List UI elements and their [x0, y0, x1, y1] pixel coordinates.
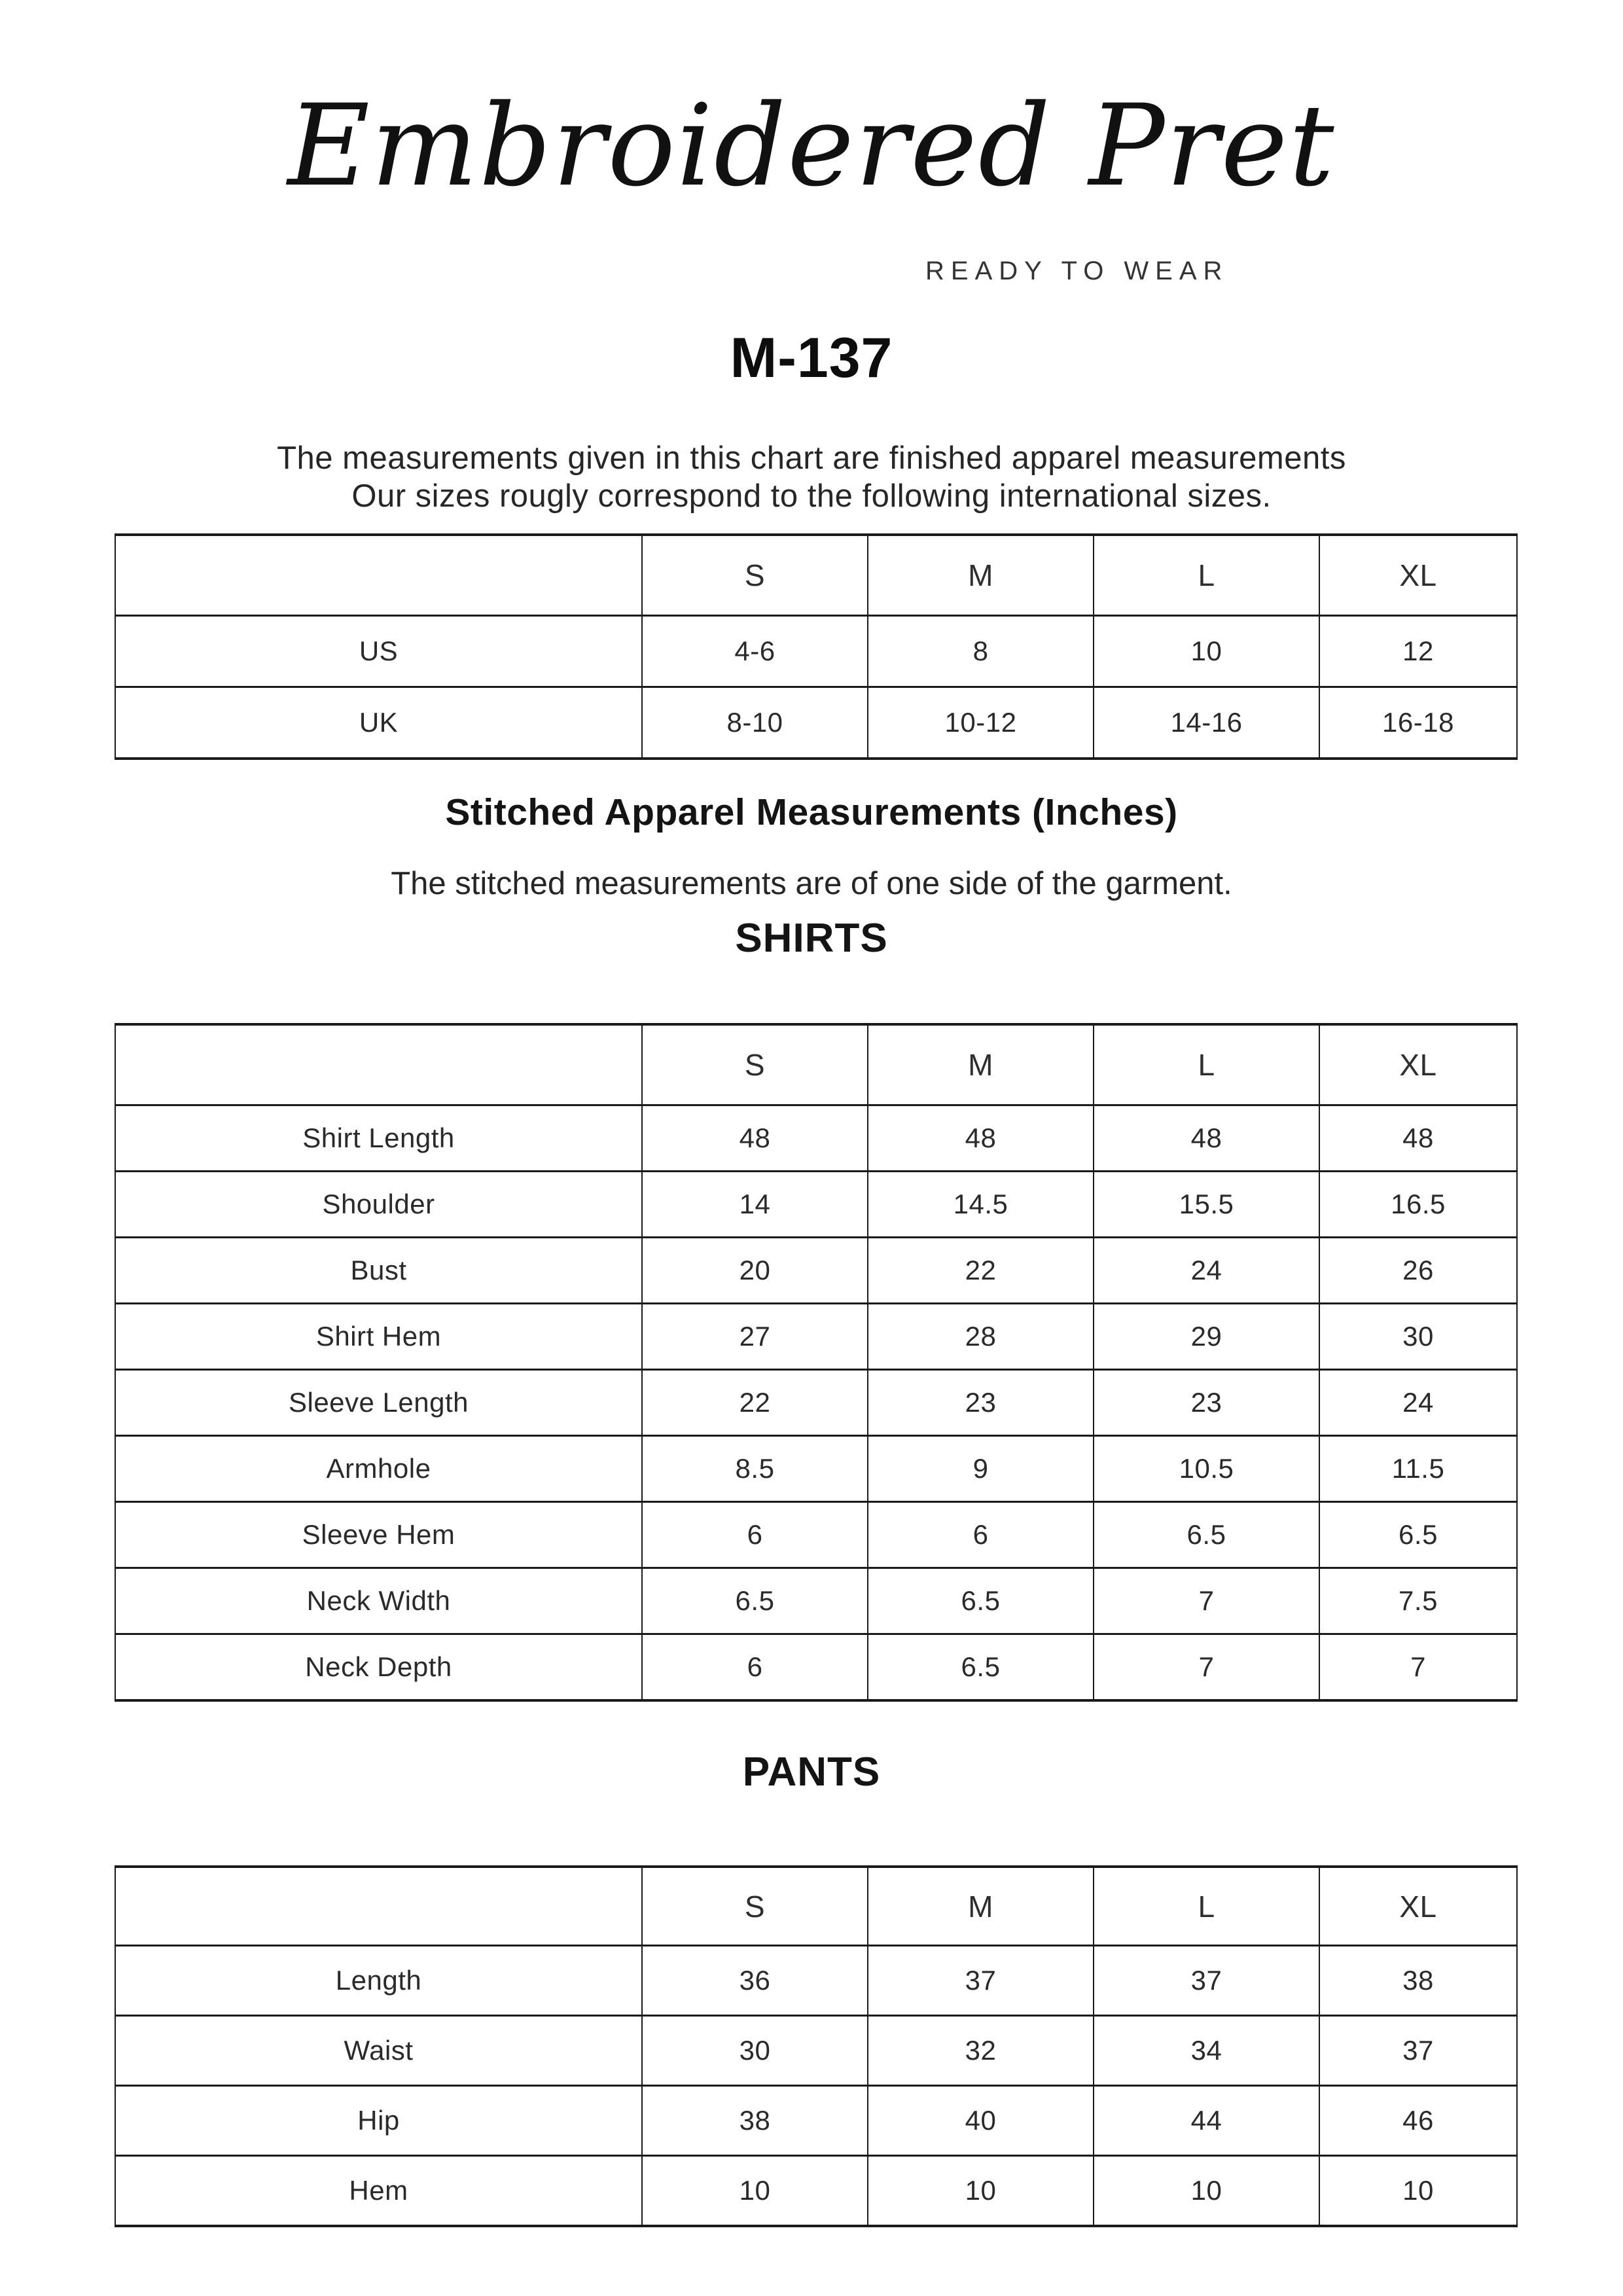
size-column-header-m: M [868, 535, 1094, 616]
row-label: Shoulder [115, 1172, 642, 1238]
measurement-cell: 26 [1319, 1238, 1517, 1304]
row-label: Shirt Length [115, 1105, 642, 1172]
size-column-header-xl: XL [1319, 1024, 1517, 1105]
table-row-length [115, 1946, 1517, 2016]
measurement-cell: 6.5 [868, 1568, 1094, 1634]
measurement-cell: 14.5 [868, 1172, 1094, 1238]
measurement-cell: 22 [868, 1238, 1094, 1304]
table-row-neck-depth [115, 1634, 1517, 1701]
measurement-cell: 6.5 [642, 1568, 868, 1634]
measurement-cell: 34 [1094, 2016, 1319, 2086]
table-row-armhole [115, 1436, 1517, 1502]
table-row-waist [115, 2016, 1517, 2086]
stitched-measurements-heading: Stitched Apparel Measurements (Inches) [445, 791, 1178, 833]
row-label: Bust [115, 1238, 642, 1304]
size-column-header-s: S [642, 1867, 868, 1946]
size-value-cell: 8-10 [642, 687, 868, 759]
size-column-header-l: L [1094, 1024, 1319, 1105]
row-label: Hip [115, 2086, 642, 2156]
size-column-header-s: S [642, 535, 868, 616]
size-value-cell: 10 [1094, 616, 1319, 687]
size-value-cell: 8 [868, 616, 1094, 687]
measurement-cell: 29 [1094, 1304, 1319, 1370]
measurement-cell: 37 [868, 1946, 1094, 2016]
measurement-cell: 23 [1094, 1370, 1319, 1436]
size-column-header-m: M [868, 1024, 1094, 1105]
measurement-cell: 10 [1319, 2156, 1517, 2227]
product-code: M-137 [730, 327, 893, 389]
measurement-cell: 30 [642, 2016, 868, 2086]
measurement-cell: 40 [868, 2086, 1094, 2156]
measurement-cell: 10.5 [1094, 1436, 1319, 1502]
size-column-header-m: M [868, 1867, 1094, 1946]
table-row-shirt-hem [115, 1304, 1517, 1370]
measurement-cell: 38 [1319, 1946, 1517, 2016]
intro-line-2: Our sizes rougly correspond to the following international sizes. [351, 478, 1272, 514]
measurement-cell: 6 [868, 1502, 1094, 1568]
table-row-hip [115, 2086, 1517, 2156]
size-value-cell: 14-16 [1094, 687, 1319, 759]
table-row-sleeve-hem [115, 1502, 1517, 1568]
row-label: Sleeve Length [115, 1370, 642, 1436]
stitched-measurements-note: The stitched measurements are of one side of the garment. [391, 866, 1232, 901]
international-header-row [115, 535, 1517, 616]
table-row-bust [115, 1238, 1517, 1304]
measurement-cell: 6 [642, 1634, 868, 1701]
size-column-header-l: L [1094, 535, 1319, 616]
international-size-table [115, 533, 1518, 760]
pants-header-row [115, 1867, 1517, 1946]
measurement-cell: 24 [1319, 1370, 1517, 1436]
measurement-cell: 10 [642, 2156, 868, 2227]
measurement-cell: 20 [642, 1238, 868, 1304]
measurement-cell: 48 [642, 1105, 868, 1172]
row-label: Sleeve Hem [115, 1502, 642, 1568]
table-row-shoulder [115, 1172, 1517, 1238]
measurement-cell: 10 [868, 2156, 1094, 2227]
measurement-cell: 44 [1094, 2086, 1319, 2156]
measurement-cell: 6.5 [1094, 1502, 1319, 1568]
row-label: Neck Width [115, 1568, 642, 1634]
table-row-neck-width [115, 1568, 1517, 1634]
measurement-cell: 6.5 [868, 1634, 1094, 1701]
measurement-cell: 46 [1319, 2086, 1517, 2156]
corner-cell [115, 1024, 642, 1105]
size-value-cell: 16-18 [1319, 687, 1517, 759]
measurement-cell: 22 [642, 1370, 868, 1436]
measurement-cell: 10 [1094, 2156, 1319, 2227]
measurement-cell: 7 [1319, 1634, 1517, 1701]
pants-section-title: PANTS [742, 1749, 881, 1795]
measurement-cell: 15.5 [1094, 1172, 1319, 1238]
measurement-cell: 36 [642, 1946, 868, 2016]
measurement-cell: 7.5 [1319, 1568, 1517, 1634]
table-row-uk [115, 687, 1517, 759]
intro-line-1: The measurements given in this chart are finished apparel measurements [277, 440, 1346, 476]
table-row-hem [115, 2156, 1517, 2227]
measurement-cell: 6 [642, 1502, 868, 1568]
shirts-header-row [115, 1024, 1517, 1105]
measurement-cell: 30 [1319, 1304, 1517, 1370]
measurement-cell: 14 [642, 1172, 868, 1238]
measurement-cell: 37 [1319, 2016, 1517, 2086]
measurement-cell: 32 [868, 2016, 1094, 2086]
size-value-cell: 10-12 [868, 687, 1094, 759]
shirts-measurements-table [115, 1023, 1518, 1702]
brand-tagline: READY TO WEAR [925, 257, 1229, 285]
shirts-section-title: SHIRTS [735, 916, 888, 961]
size-column-header-l: L [1094, 1867, 1319, 1946]
measurement-cell: 37 [1094, 1946, 1319, 2016]
measurement-cell: 7 [1094, 1634, 1319, 1701]
row-label: Length [115, 1946, 642, 2016]
row-label: Shirt Hem [115, 1304, 642, 1370]
measurement-cell: 48 [868, 1105, 1094, 1172]
measurement-cell: 48 [1094, 1105, 1319, 1172]
measurement-cell: 8.5 [642, 1436, 868, 1502]
corner-cell [115, 1867, 642, 1946]
row-label: Neck Depth [115, 1634, 642, 1701]
size-column-header-s: S [642, 1024, 868, 1105]
row-label: Armhole [115, 1436, 642, 1502]
corner-cell [115, 535, 642, 616]
measurement-cell: 9 [868, 1436, 1094, 1502]
pants-measurements-table [115, 1865, 1518, 2227]
measurement-cell: 7 [1094, 1568, 1319, 1634]
row-label: UK [115, 687, 642, 759]
size-column-header-xl: XL [1319, 535, 1517, 616]
measurement-cell: 48 [1319, 1105, 1517, 1172]
brand-logo-script: Embroidered Pret [287, 80, 1336, 211]
size-column-header-xl: XL [1319, 1867, 1517, 1946]
measurement-cell: 6.5 [1319, 1502, 1517, 1568]
row-label: Waist [115, 2016, 642, 2086]
measurement-cell: 23 [868, 1370, 1094, 1436]
table-row-shirt-length [115, 1105, 1517, 1172]
table-row-sleeve-length [115, 1370, 1517, 1436]
measurement-cell: 16.5 [1319, 1172, 1517, 1238]
measurement-cell: 11.5 [1319, 1436, 1517, 1502]
size-value-cell: 4-6 [642, 616, 868, 687]
row-label: US [115, 616, 642, 687]
row-label: Hem [115, 2156, 642, 2227]
size-value-cell: 12 [1319, 616, 1517, 687]
measurement-cell: 24 [1094, 1238, 1319, 1304]
measurement-cell: 38 [642, 2086, 868, 2156]
measurement-cell: 28 [868, 1304, 1094, 1370]
measurement-cell: 27 [642, 1304, 868, 1370]
table-row-us [115, 616, 1517, 687]
